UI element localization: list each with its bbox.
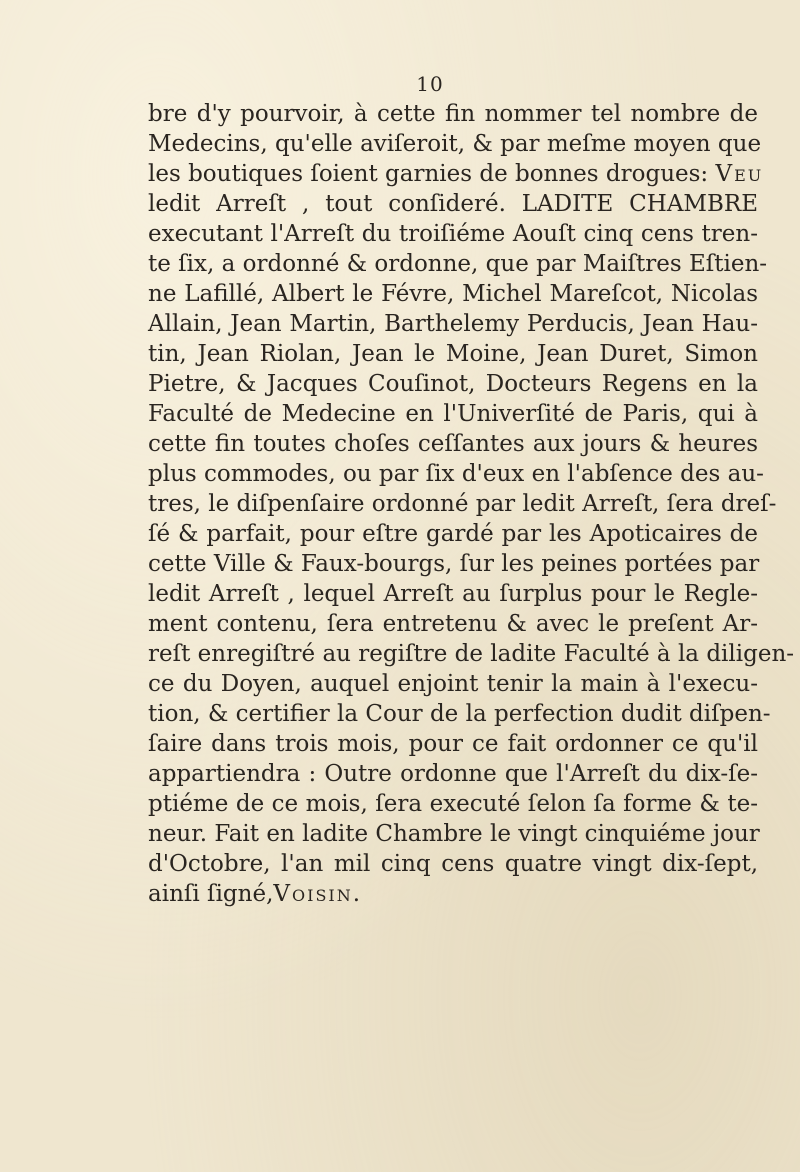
- text-line-content: executant l'Arreſt du troiſiéme Aouſt cinq cens tren-: [148, 221, 758, 247]
- text-line: [148, 399, 758, 429]
- text-line: [148, 759, 758, 789]
- text-line-content: ſaire dans trois mois, pour ce fait ordonner ce qu'il: [148, 731, 758, 757]
- text-line-content: ce du Doyen, auquel enjoint tenir la main à l'execu-: [148, 671, 758, 697]
- text-line: [148, 249, 768, 279]
- text-line: [148, 669, 758, 699]
- text-line: [148, 129, 762, 159]
- text-line-content: Pietre, & Jacques Couſinot, Docteurs Regens en la: [148, 371, 758, 397]
- text-line: [148, 459, 764, 489]
- text-line-content: ſé & parfait, pour eſtre gardé par les Apoticaires de: [148, 521, 758, 547]
- text-line: [148, 699, 771, 729]
- text-line-content: Allain, Jean Martin, Barthelemy Perducis, Jean Hau-: [148, 311, 758, 337]
- text-line-content: te ſix, a ordonné & ordonne, que par Maiſtres Eſtien-: [148, 251, 768, 277]
- text-line: [148, 189, 758, 219]
- text-line-content: reſt enregiſtré au regiſtre de ladite Faculté à la diligen-: [148, 641, 795, 667]
- text-line: [148, 729, 758, 759]
- text-line: [148, 819, 758, 849]
- text-line-content: ledit Arreſt , lequel Arreſt au ſurplus pour le Regle-: [148, 581, 758, 607]
- text-line-content: tres, le diſpenſaire ordonné par ledit Arreſt, ſera dreſ-: [148, 491, 777, 517]
- veu-word: Veu: [715, 161, 764, 187]
- text-line-content: ne Lafillé, Albert le Févre, Michel Mareſcot, Nicolas: [148, 281, 758, 307]
- text-line-content: tion, & certifier la Cour de la perfection dudit diſpen-: [148, 701, 771, 727]
- text-line: [148, 579, 758, 609]
- text-line: [148, 279, 758, 309]
- text-line: [148, 879, 758, 909]
- text-line-content: ledit Arreſt , tout conſideré. LADITE CHAMBRE: [148, 191, 758, 217]
- text-line: [148, 99, 758, 129]
- text-line-content: bre d'y pourvoir, à cette fin nommer tel nombre de: [148, 101, 758, 127]
- text-line-content: appartiendra : Outre ordonne que l'Arreſt du dix-ſe-: [148, 761, 758, 787]
- text-line: [148, 489, 777, 519]
- text-line-content: ainſi ſigné,: [148, 881, 274, 907]
- text-line: [148, 849, 758, 879]
- body-text: [148, 99, 795, 909]
- text-line: [148, 609, 758, 639]
- signature: Voisin.: [273, 881, 363, 907]
- text-line-content: Faculté de Medecine en l'Univerſité de Paris, qui à: [148, 401, 758, 427]
- text-line-content: Medecins, qu'elle aviſeroit, & par meſme moyen que: [148, 131, 762, 157]
- text-line-content: d'Octobre, l'an mil cinq cens quatre vingt dix-ſept,: [148, 851, 758, 877]
- text-line: [148, 369, 758, 399]
- text-line-content: plus commodes, ou par ſix d'eux en l'abſence des au-: [148, 461, 764, 487]
- text-line-content: ment contenu, ſera entretenu & avec le preſent Ar-: [148, 611, 758, 637]
- page-number: 10: [416, 72, 444, 96]
- text-line: [148, 339, 758, 369]
- text-line: [148, 519, 758, 549]
- text-line: [148, 549, 758, 579]
- text-line: [148, 789, 758, 819]
- text-line: [148, 159, 764, 189]
- text-line-content: cette fin toutes choſes ceſſantes aux jours & heures: [148, 431, 758, 457]
- text-line: [148, 309, 758, 339]
- text-line: [148, 429, 758, 459]
- text-line-content: ptiéme de ce mois, ſera executé ſelon ſa forme & te-: [148, 791, 758, 817]
- text-line-content: tin, Jean Riolan, Jean le Moine, Jean Duret, Simon: [148, 341, 758, 367]
- text-line-content: neur. Fait en ladite Chambre le vingt cinquiéme jour: [148, 821, 760, 847]
- text-line-content: les boutiques ſoient garnies de bonnes drogues:: [148, 161, 709, 187]
- text-line: [148, 219, 758, 249]
- text-line: [148, 639, 795, 669]
- text-line-content: cette Ville & Faux-bourgs, ſur les peines portées par: [148, 551, 760, 577]
